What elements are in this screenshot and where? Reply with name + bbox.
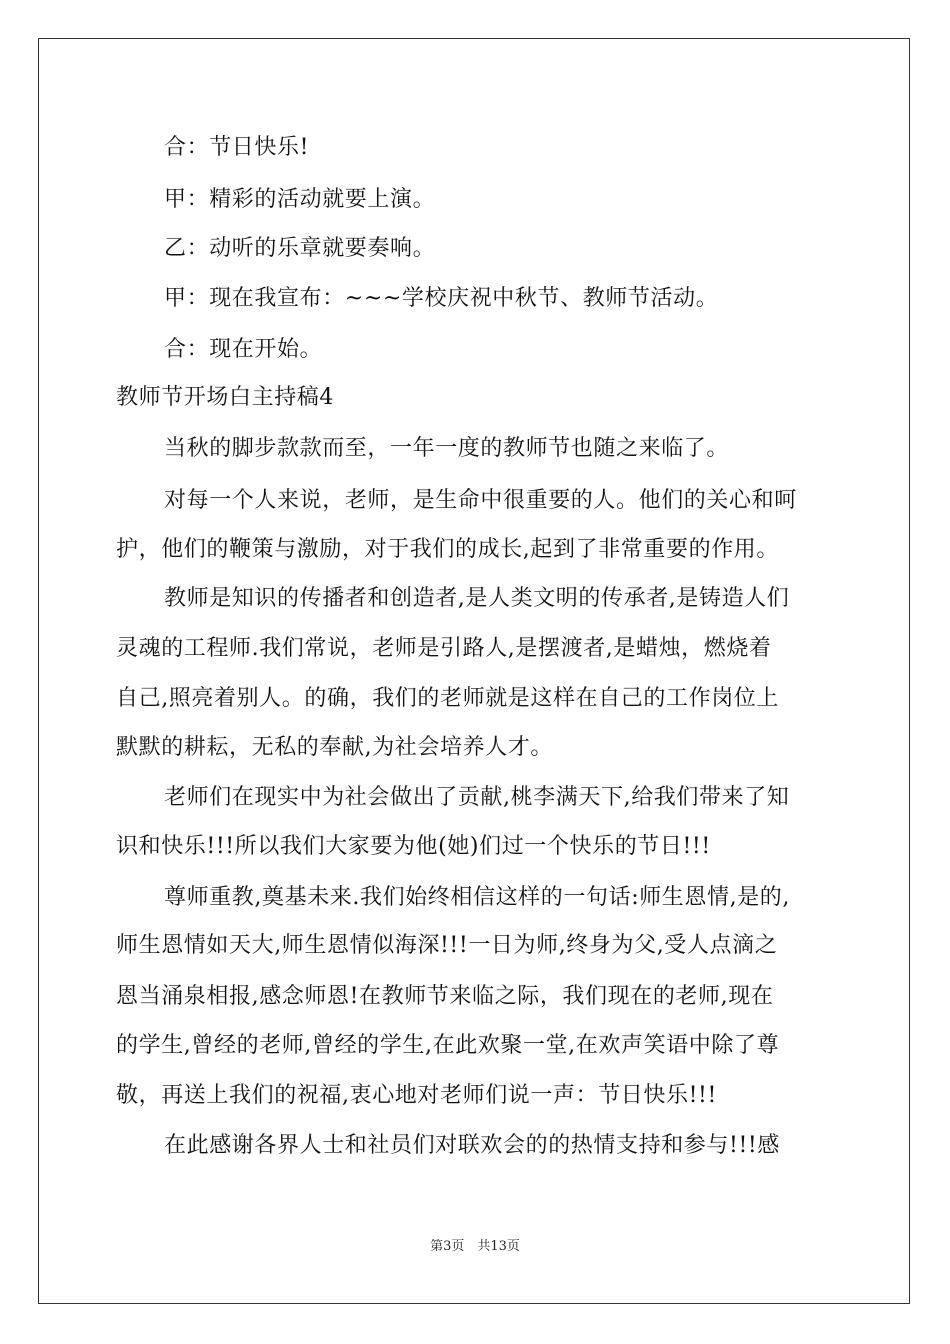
paragraph-line: 恩当涌泉相报,感念师恩!在教师节来临之际，我们现在的老师,现在: [116, 984, 774, 1009]
paragraph-line: 对每一个人来说，老师，是生命中很重要的人。他们的关心和呵: [164, 488, 797, 513]
section-heading: 教师节开场白主持稿4: [116, 385, 334, 410]
paragraph-line: 默默的耕耘，无私的奉献,为社会培养人才。: [116, 735, 553, 760]
page-number: 第3页 共13页: [430, 1239, 520, 1254]
paragraph-line: 老师们在现实中为社会做出了贡献,桃李满天下,给我们带来了知: [164, 785, 790, 810]
dialogue-line: 乙：动听的乐章就要奏响。: [164, 236, 436, 261]
paragraph-line: 当秋的脚步款款而至，一年一度的教师节也随之来临了。: [164, 436, 730, 461]
paragraph-line: 自己,照亮着别人。的确，我们的老师就是这样在自己的工作岗位上: [116, 686, 779, 711]
paragraph-line: 教师是知识的传播者和创造者,是人类文明的传承者,是铸造人们: [164, 586, 790, 611]
paragraph-line: 灵魂的工程师.我们常说，老师是引路人,是摆渡者,是蜡烛，燃烧着: [116, 636, 772, 661]
dialogue-line: 合：现在开始。: [164, 337, 323, 362]
dialogue-line: 合：节日快乐!: [164, 135, 310, 160]
paragraph-line: 护，他们的鞭策与激励，对于我们的成长,起到了非常重要的作用。: [116, 537, 779, 562]
paragraph-line: 识和快乐!!!所以我们大家要为他(她)们过一个快乐的节日!!!: [116, 834, 711, 859]
dialogue-line: 甲：现在我宣布：~~~学校庆祝中秋节、教师节活动。: [164, 286, 719, 311]
paragraph-line: 的学生,曾经的老师,曾经的学生,在此欢聚一堂,在欢声笑语中除了尊: [116, 1033, 780, 1058]
dialogue-line: 甲：精彩的活动就要上演。: [164, 187, 436, 212]
paragraph-line: 师生恩情如天大,师生恩情似海深!!!一日为师,终身为父,受人点滴之: [116, 933, 778, 958]
page-border: [38, 38, 910, 1304]
paragraph-line: 在此感谢各界人士和社员们对联欢会的的热情支持和参与!!!感: [164, 1133, 780, 1158]
paragraph-line: 尊师重教,奠基未来.我们始终相信这样的一句话:师生恩情,是的,: [164, 885, 790, 910]
paragraph-line: 敬，再送上我们的祝福,衷心地对老师们说一声：节日快乐!!!: [116, 1083, 717, 1108]
